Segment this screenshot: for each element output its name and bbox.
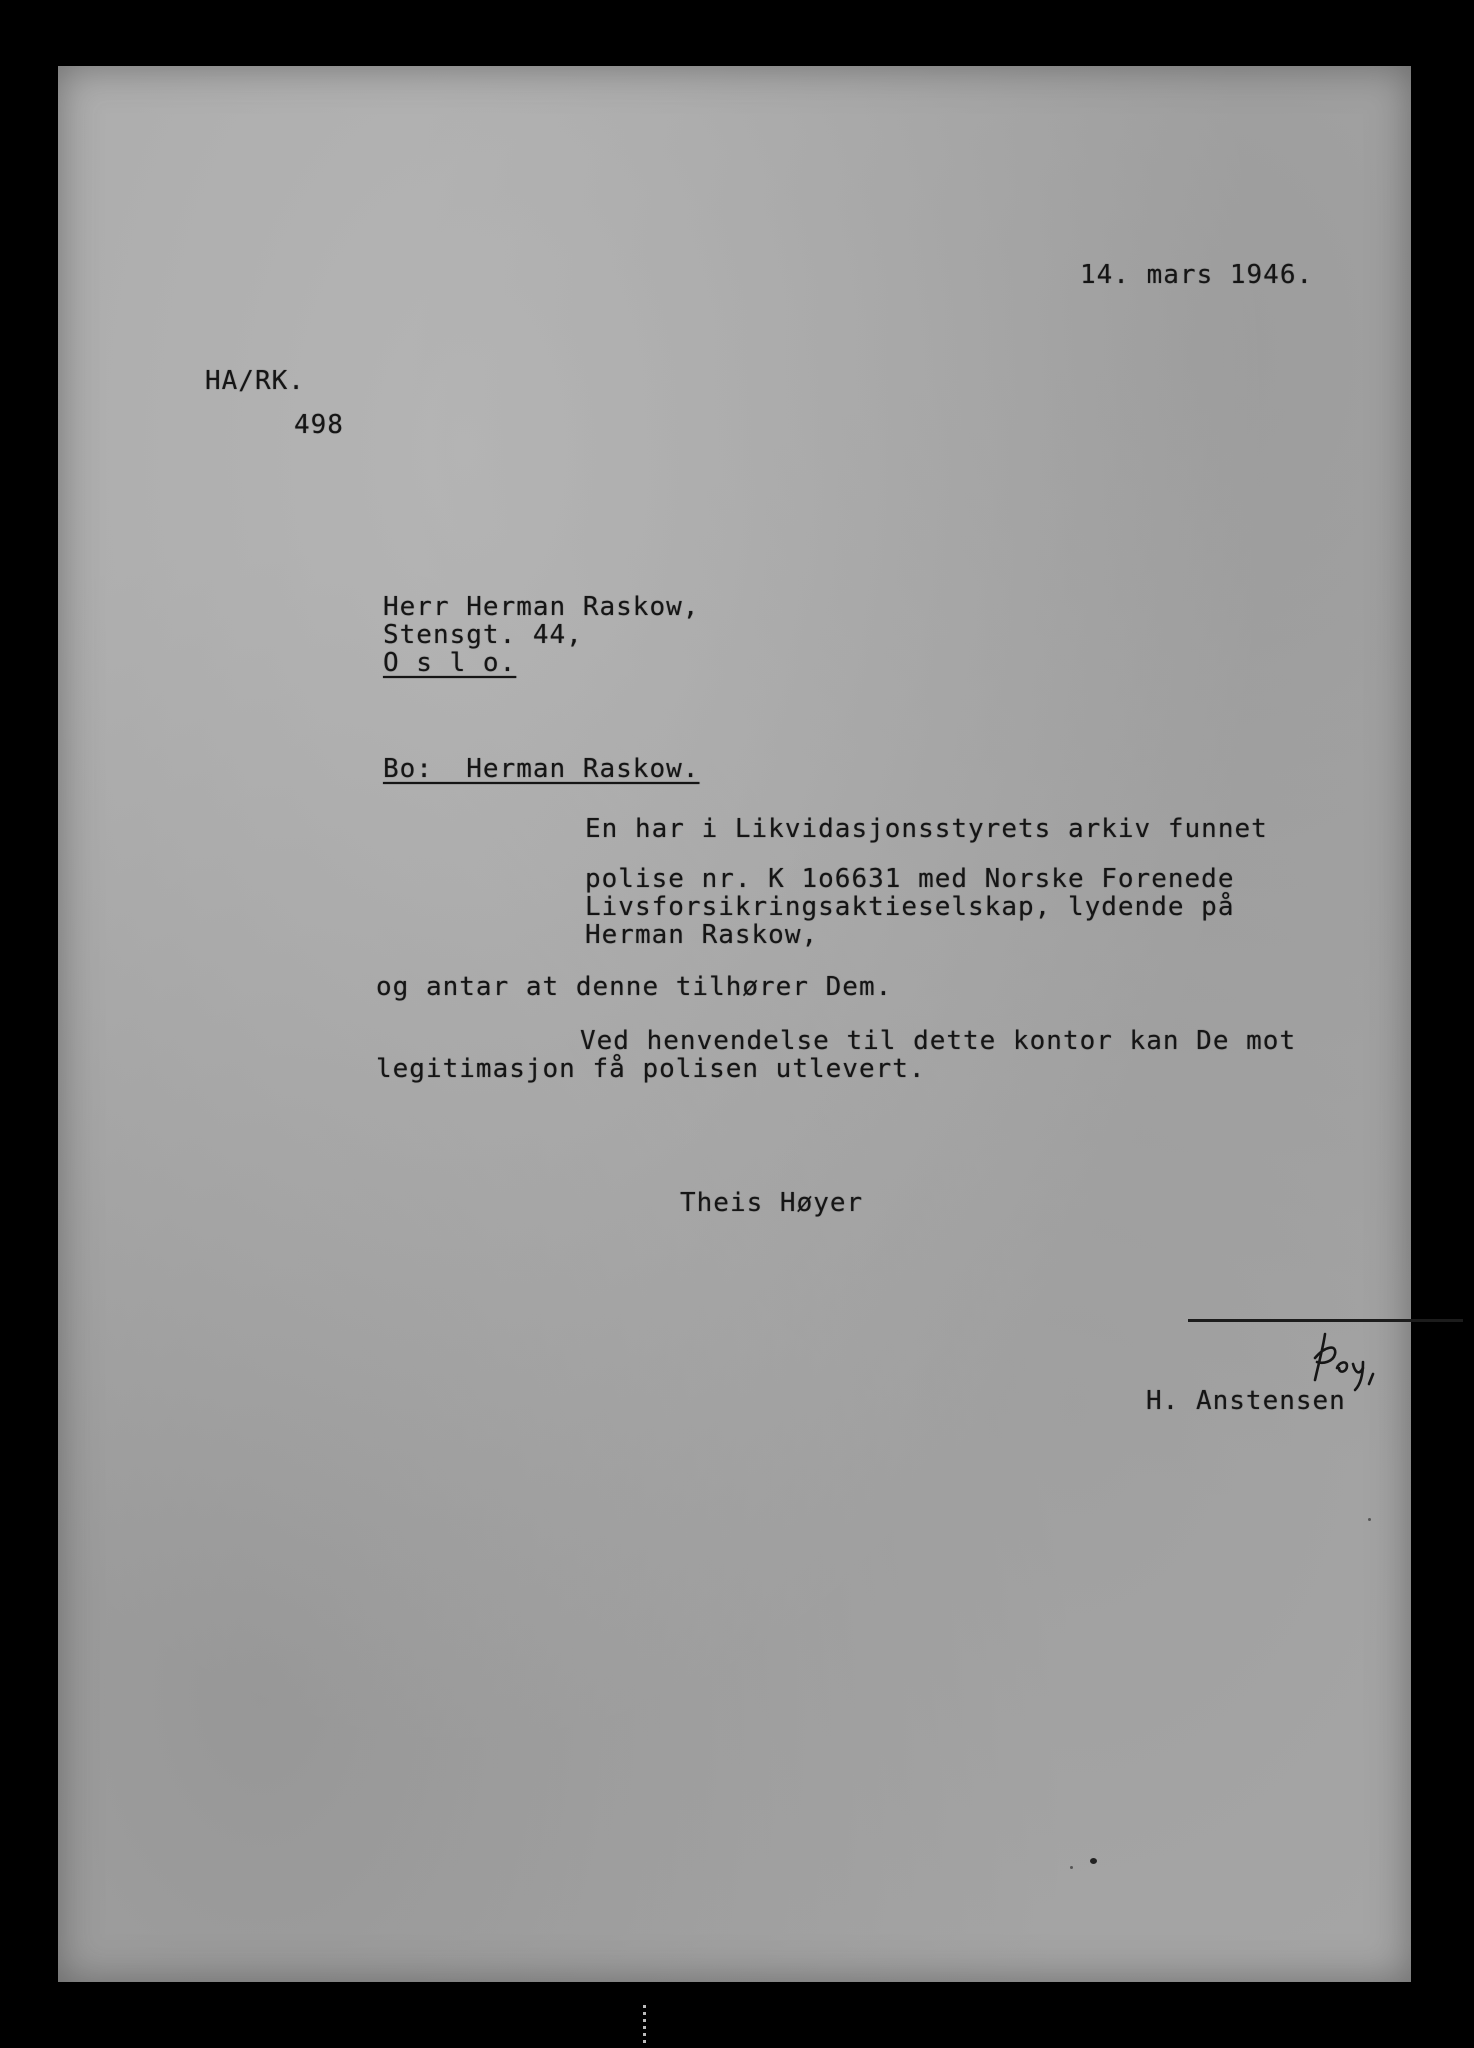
ink-speck xyxy=(1070,1866,1073,1869)
cosigner-name: H. Anstensen xyxy=(1146,1386,1346,1416)
subject-line: Bo: Herman Raskow. xyxy=(383,754,700,784)
ink-speck xyxy=(1368,1518,1371,1521)
recipient-name: Herr Herman Raskow, xyxy=(383,592,700,622)
binding-mark xyxy=(643,2005,646,2043)
body-line-5: og antar at denne tilhører Dem. xyxy=(376,972,893,1002)
signer-name: Theis Høyer xyxy=(680,1188,864,1218)
recipient-city: O s l o. xyxy=(383,648,517,678)
body-line-6: Ved henvendelse til dette kontor kan De mot xyxy=(580,1026,1297,1056)
ink-speck xyxy=(1090,1858,1097,1864)
reference-code: HA/RK. xyxy=(205,366,305,396)
document-number: 498 xyxy=(294,410,344,440)
body-line-3: Livsforsikringsaktieselskap, lydende på xyxy=(585,892,1235,922)
signature-rule xyxy=(1188,1319,1463,1322)
body-line-1: En har i Likvidasjonsstyrets arkiv funnet xyxy=(585,814,1268,844)
body-line-2: polise nr. K 1o6631 med Norske Forenede xyxy=(585,864,1235,894)
letter-paper xyxy=(58,66,1411,1982)
recipient-street: Stensgt. 44, xyxy=(383,620,583,650)
body-line-4: Herman Raskow, xyxy=(585,920,819,950)
body-line-7: legitimasjon få polisen utlevert. xyxy=(376,1054,926,1084)
letter-date: 14. mars 1946. xyxy=(1080,260,1314,290)
